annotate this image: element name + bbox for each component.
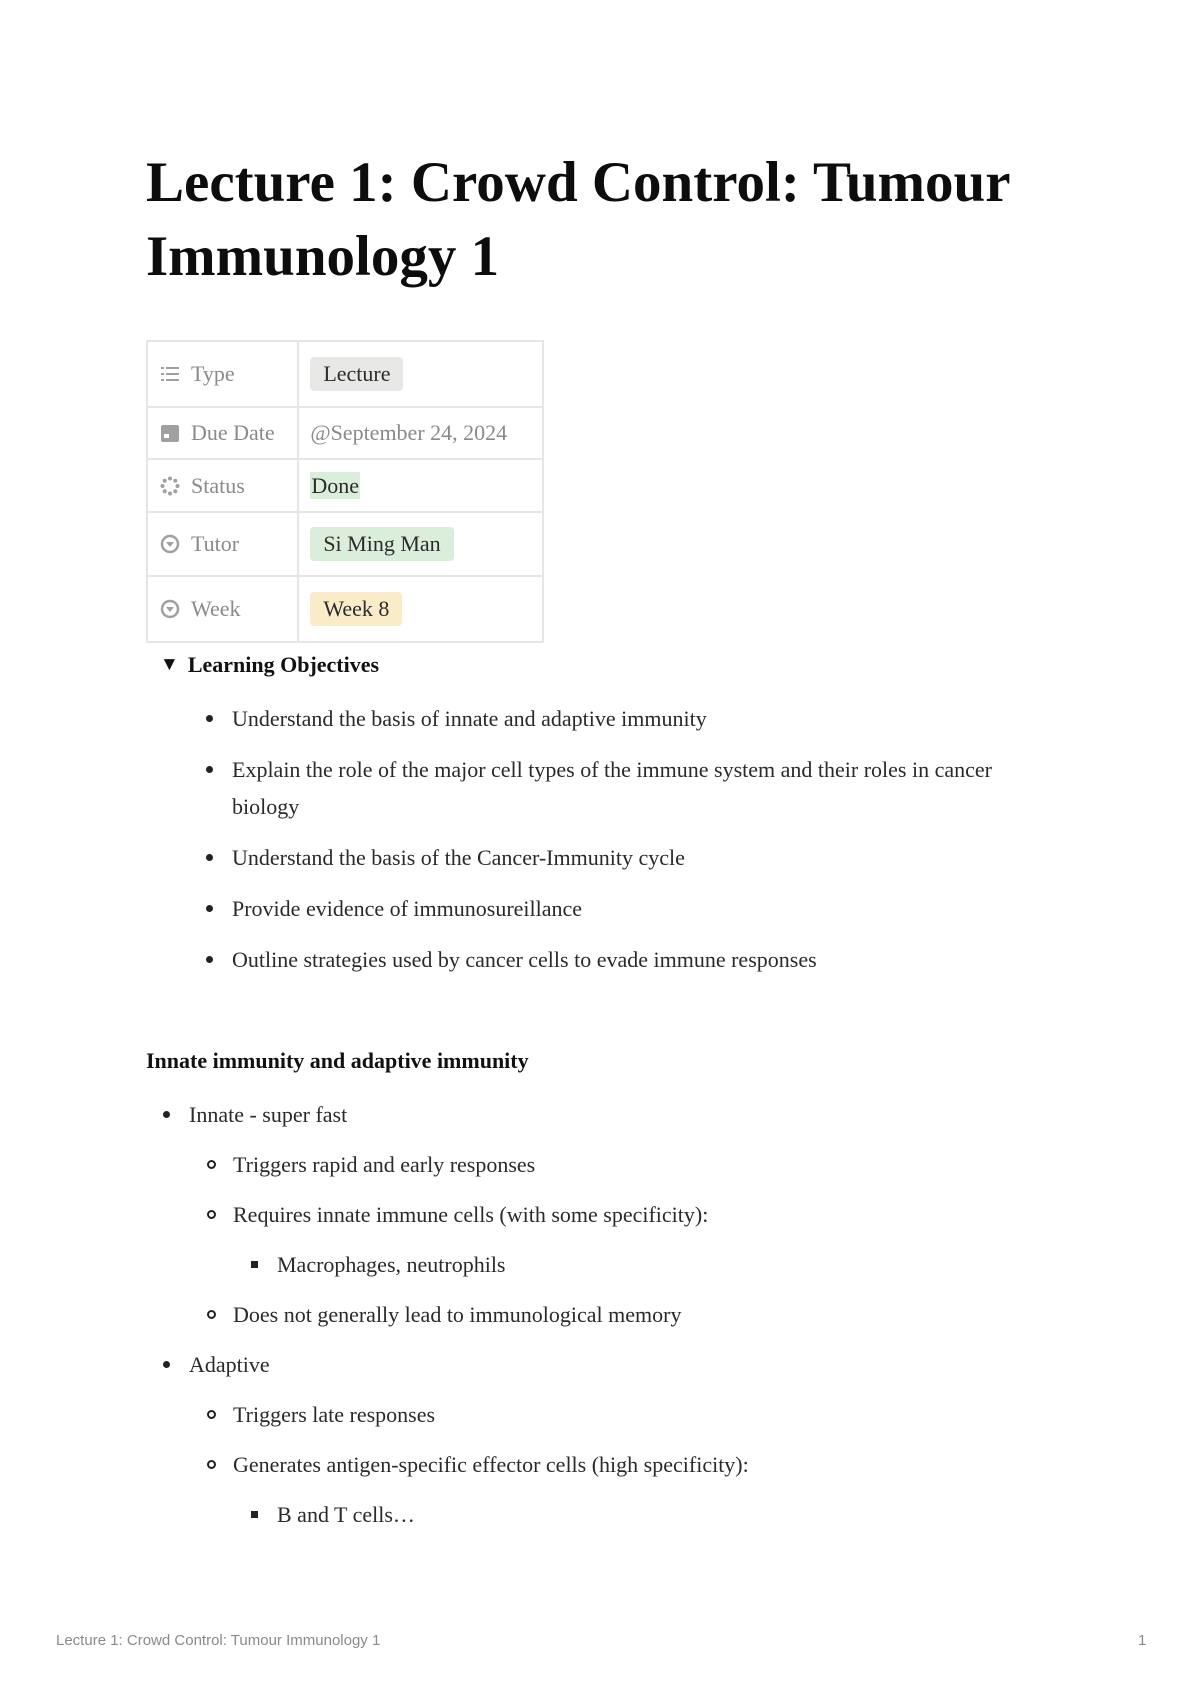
- list-item-text: Triggers late responses: [233, 1402, 436, 1427]
- innate-label: Innate - super fast: [189, 1102, 348, 1127]
- list-item: Outline strategies used by cancer cells to evade immune responses: [232, 941, 1032, 978]
- calendar-icon: [159, 422, 181, 444]
- property-row-tutor: [147, 512, 543, 576]
- learning-objectives-toggle[interactable]: [160, 652, 379, 678]
- list-item-text: Triggers rapid and early responses: [233, 1152, 536, 1177]
- list-item: [233, 1446, 1039, 1533]
- list-item: [277, 1496, 1039, 1533]
- property-row-week: [147, 576, 543, 642]
- list-item: Explain the role of the major cell types of the immune system and their roles in cancer biology: [232, 751, 1032, 825]
- innate-cells-sublist: [277, 1246, 1039, 1283]
- footer-title: Lecture 1: Crowd Control: Tumour Immunology 1: [56, 1632, 381, 1649]
- section-heading: Innate immunity and adaptive immunity: [146, 1048, 529, 1073]
- list-item-text: Generates antigen-specific effector cells (high specificity):: [233, 1452, 749, 1477]
- adaptive-sublist: [233, 1396, 1039, 1533]
- status-value[interactable]: Done: [311, 472, 359, 498]
- tutor-tag[interactable]: Si Ming Man: [310, 527, 453, 561]
- property-row-due-date: [147, 407, 543, 459]
- page-title: Lecture 1: Crowd Control: Tumour Immunology 1: [146, 151, 1010, 288]
- select-icon: [159, 598, 181, 620]
- list-item: [233, 1396, 1039, 1433]
- footer-page-number: 1: [1138, 1632, 1147, 1649]
- list-item: Provide evidence of immunosureillance: [232, 890, 1032, 927]
- due-date-value[interactable]: @September 24, 2024: [310, 420, 508, 445]
- adaptive-cells-sublist: [277, 1496, 1039, 1533]
- list-item: Understand the basis of the Cancer-Immunity cycle: [232, 839, 1032, 876]
- toggle-caret-icon[interactable]: ▼: [160, 654, 179, 675]
- list-item-innate: [189, 1096, 1039, 1333]
- property-label-week: Week: [191, 596, 241, 621]
- list-item: Understand the basis of innate and adaptive immunity: [232, 700, 1032, 737]
- list-item-text: Requires innate immune cells (with some specificity):: [233, 1202, 709, 1227]
- property-row-status: [147, 459, 543, 512]
- list-item: [233, 1146, 1039, 1183]
- list-item-text: Macrophages, neutrophils: [277, 1252, 506, 1277]
- list-icon: [159, 363, 181, 385]
- property-label-status: Status: [191, 472, 245, 498]
- week-tag[interactable]: Week 8: [310, 592, 402, 626]
- select-icon: [159, 533, 181, 555]
- property-row-type: [147, 341, 543, 407]
- list-item-adaptive: [189, 1346, 1039, 1533]
- list-item: [277, 1246, 1039, 1283]
- property-label-tutor: Tutor: [191, 531, 240, 556]
- immunity-outline: [189, 1096, 1039, 1546]
- properties-table: [146, 340, 544, 643]
- learning-objectives-heading: Learning Objectives: [187, 652, 380, 677]
- list-item-text: Does not generally lead to immunological memory: [233, 1302, 682, 1327]
- innate-sublist: [233, 1146, 1039, 1333]
- list-item: [233, 1296, 1039, 1333]
- property-label-due-date: Due Date: [191, 420, 275, 445]
- status-icon: [159, 475, 181, 497]
- learning-objectives-list: [232, 700, 1032, 992]
- list-item-text: B and T cells…: [277, 1502, 415, 1527]
- adaptive-label: Adaptive: [189, 1352, 270, 1377]
- type-tag[interactable]: Lecture: [310, 357, 403, 391]
- list-item: [233, 1196, 1039, 1283]
- property-label-type: Type: [191, 361, 235, 386]
